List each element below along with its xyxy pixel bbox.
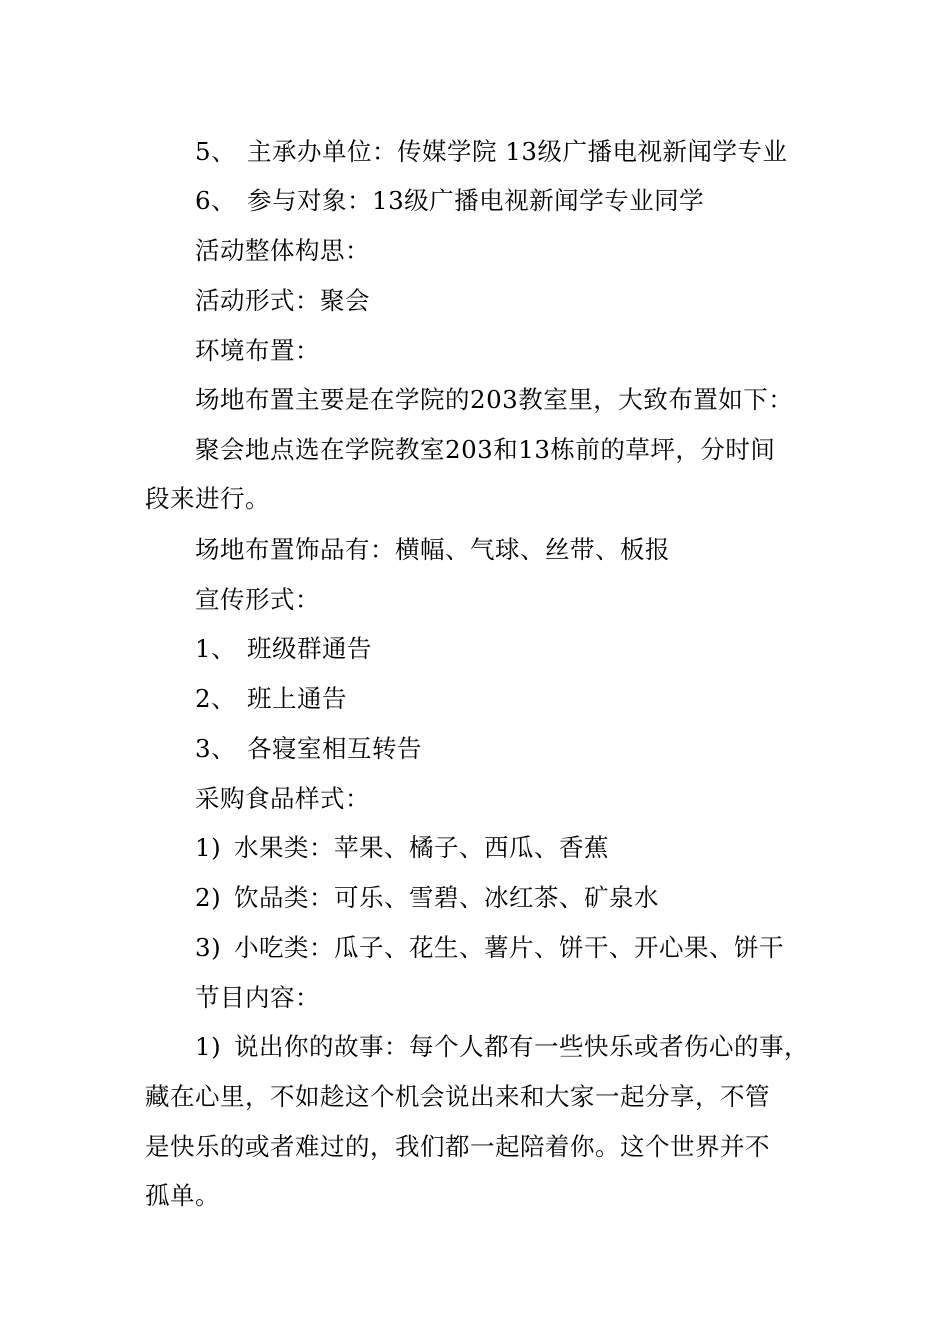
list-text: 饮品类：可乐、雪碧、冰红茶、矿泉水 (234, 883, 659, 912)
list-text: 水果类：苹果、橘子、西瓜、香蕉 (234, 833, 609, 862)
list-number: 2) (195, 883, 222, 912)
list-item (195, 186, 704, 216)
paragraph-continuation: 段来进行。 (145, 484, 270, 513)
section-heading: 环境布置： (195, 336, 320, 365)
list-text: 小吃类：瓜子、花生、薯片、饼干、开心果、饼干 (234, 933, 784, 962)
list-text: 主承办单位：传媒学院 13级广播电视新闻学专业 (247, 137, 788, 166)
list-text: 参与对象：13级广播电视新闻学专业同学 (247, 186, 705, 215)
section-heading: 活动整体构思： (195, 236, 370, 265)
paragraph: 聚会地点选在学院教室203和13栋前的草坪，分时间 (195, 435, 776, 464)
list-item (195, 137, 787, 167)
list-number: 3、 (195, 734, 237, 763)
list-text: 班级群通告 (247, 634, 372, 663)
list-number: 3) (195, 933, 222, 962)
list-number: 1、 (195, 634, 237, 663)
paragraph-continuation: 藏在心里，不如趁这个机会说出来和大家一起分享，不管 (145, 1082, 770, 1111)
list-item (195, 933, 784, 963)
list-text: 班上通告 (247, 684, 347, 713)
list-item (195, 833, 609, 863)
list-item (195, 634, 372, 664)
list-item (195, 684, 347, 714)
paragraph: 场地布置主要是在学院的203教室里，大致布置如下： (195, 385, 794, 414)
paragraph: 活动形式：聚会 (195, 286, 370, 315)
list-number: 1) (195, 1032, 222, 1061)
list-number: 5、 (195, 137, 237, 166)
section-heading: 节目内容： (195, 983, 320, 1012)
list-item (195, 734, 422, 764)
section-heading: 宣传形式： (195, 585, 320, 614)
paragraph-continuation: 孤单。 (145, 1181, 220, 1210)
section-heading: 采购食品样式： (195, 784, 370, 813)
list-number: 6、 (195, 186, 237, 215)
list-text: 说出你的故事：每个人都有一些快乐或者伤心的事， (234, 1032, 809, 1061)
list-number: 1) (195, 833, 222, 862)
list-item (195, 1032, 809, 1062)
list-item (195, 883, 659, 913)
list-number: 2、 (195, 684, 237, 713)
paragraph-continuation: 是快乐的或者难过的，我们都一起陪着你。这个世界并不 (145, 1132, 770, 1161)
paragraph: 场地布置饰品有：横幅、气球、丝带、板报 (195, 535, 670, 564)
list-text: 各寝室相互转告 (247, 734, 422, 763)
